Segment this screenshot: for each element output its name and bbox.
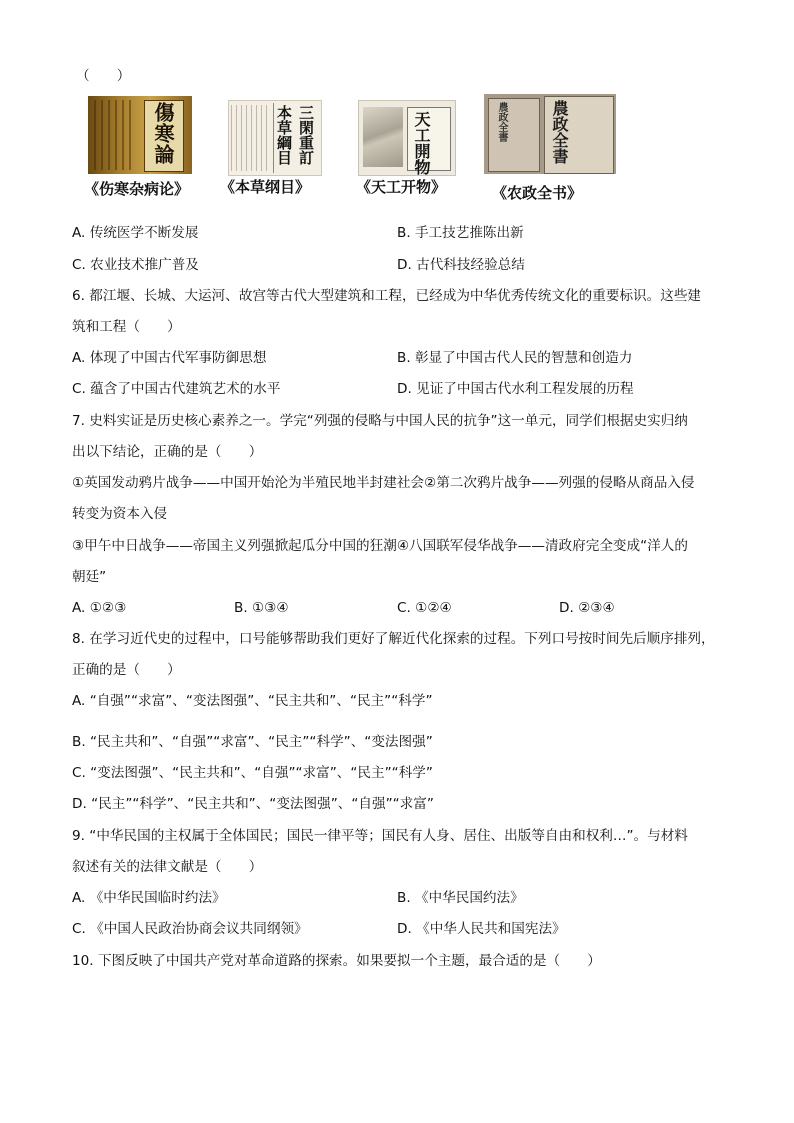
q9-option-b: B. 《中华民国约法》 <box>397 890 524 906</box>
q6-stem-line2: 筑和工程（ ） <box>72 319 181 335</box>
q5-option-b: B. 手工技艺推陈出新 <box>397 225 524 241</box>
q5-option-a: A. 传统医学不断发展 <box>72 225 199 241</box>
q7-material-line2: 转变为资本入侵 <box>72 506 168 522</box>
q8-stem-line1: 8. 在学习近代史的过程中，口号能够帮助我们更好了解近代化探索的过程。下列口号按时间先后顺序排列， <box>72 631 715 647</box>
q8-option-b: B. “民主共和”、“自强”“求富”、“民主”“科学”、“变法图强” <box>72 734 433 750</box>
book-nongzheng-cover-text: 農政全書 <box>550 100 569 164</box>
q8-stem-line2: 正确的是（ ） <box>72 662 181 678</box>
book-nongzheng-side-text: 農政全書 <box>496 102 507 142</box>
q9-stem-line1: 9. “中华民国的主权属于全体国民；国民一律平等；国民有人身、居住、出版等自由和权利…”。与材料 <box>72 828 688 844</box>
q9-option-a: A. 《中华民国临时约法》 <box>72 890 226 906</box>
book-bencao-caption: 《本草纲目》 <box>220 178 311 196</box>
book-bencao-cover-text: 本草綱目 <box>275 105 293 165</box>
q7-option-b: B. ①③④ <box>234 600 289 616</box>
q5-option-d: D. 古代科技经验总结 <box>397 257 525 273</box>
q7-stem-line2: 出以下结论，正确的是（ ） <box>72 444 263 460</box>
book-images-row <box>86 94 646 204</box>
q5-answer-paren: （ ） <box>76 68 131 84</box>
q6-option-b: B. 彰显了中国古代人民的智慧和创造力 <box>397 350 633 366</box>
q7-option-c: C. ①②④ <box>397 600 452 616</box>
book-tiangong-caption: 《天工开物》 <box>356 178 447 196</box>
book-nongzheng-caption: 《农政全书》 <box>492 184 583 202</box>
q7-stem-line1: 7. 史料实证是历史核心素养之一。学完“列强的侵略与中国人民的抗争”这一单元，同学们根据史实归纳 <box>72 413 688 429</box>
book-tiangong-image <box>358 100 456 176</box>
book-bencao-side-text: 三閑重訂 <box>297 105 315 165</box>
book-shanghan-caption: 《伤寒杂病论》 <box>84 180 190 198</box>
q6-option-a: A. 体现了中国古代军事防御思想 <box>72 350 267 366</box>
q7-material-line4: 朝廷” <box>72 569 107 585</box>
q6-option-d: D. 见证了中国古代水利工程发展的历程 <box>397 381 634 397</box>
q10-stem-line1: 10. 下图反映了中国共产党对革命道路的探索。如果要拟一个主题，最合适的是（ ） <box>72 953 601 969</box>
q8-option-d: D. “民主”“科学”、“民主共和”、“变法图强”、“自强”“求富” <box>72 796 434 812</box>
q6-option-c: C. 蕴含了中国古代建筑艺术的水平 <box>72 381 281 397</box>
book-shanghan-image <box>88 96 192 174</box>
book-shanghan-cover-text: 傷寒論 <box>151 102 175 165</box>
q9-option-d: D. 《中华人民共和国宪法》 <box>397 921 566 937</box>
book-nongzheng-image <box>484 94 616 174</box>
book-tiangong-cover-text: 天工開物 <box>412 111 431 175</box>
q9-option-c: C. 《中国人民政治协商会议共同纲领》 <box>72 921 308 937</box>
book-bencao-image <box>228 100 322 176</box>
q9-stem-line2: 叙述有关的法律文献是（ ） <box>72 859 263 875</box>
q7-material-line3: ③甲午中日战争——帝国主义列强掀起瓜分中国的狂潮④八国联军侵华战争——清政府完全变成“洋人的 <box>72 538 688 554</box>
q6-stem-line1: 6. 都江堰、长城、大运河、故宫等古代大型建筑和工程，已经成为中华优秀传统文化的重要标识。这些建 <box>72 288 702 304</box>
q7-material-line1: ①英国发动鸦片战争——中国开始沦为半殖民地半封建社会②第二次鸦片战争——列强的侵略从商品入侵 <box>72 475 695 491</box>
q8-option-a: A. “自强”“求富”、“变法图强”、“民主共和”、“民主”“科学” <box>72 693 433 709</box>
q5-option-c: C. 农业技术推广普及 <box>72 257 199 273</box>
q7-option-d: D. ②③④ <box>559 600 615 616</box>
q7-option-a: A. ①②③ <box>72 600 127 616</box>
q8-option-c: C. “变法图强”、“民主共和”、“自强”“求富”、“民主”“科学” <box>72 765 433 781</box>
